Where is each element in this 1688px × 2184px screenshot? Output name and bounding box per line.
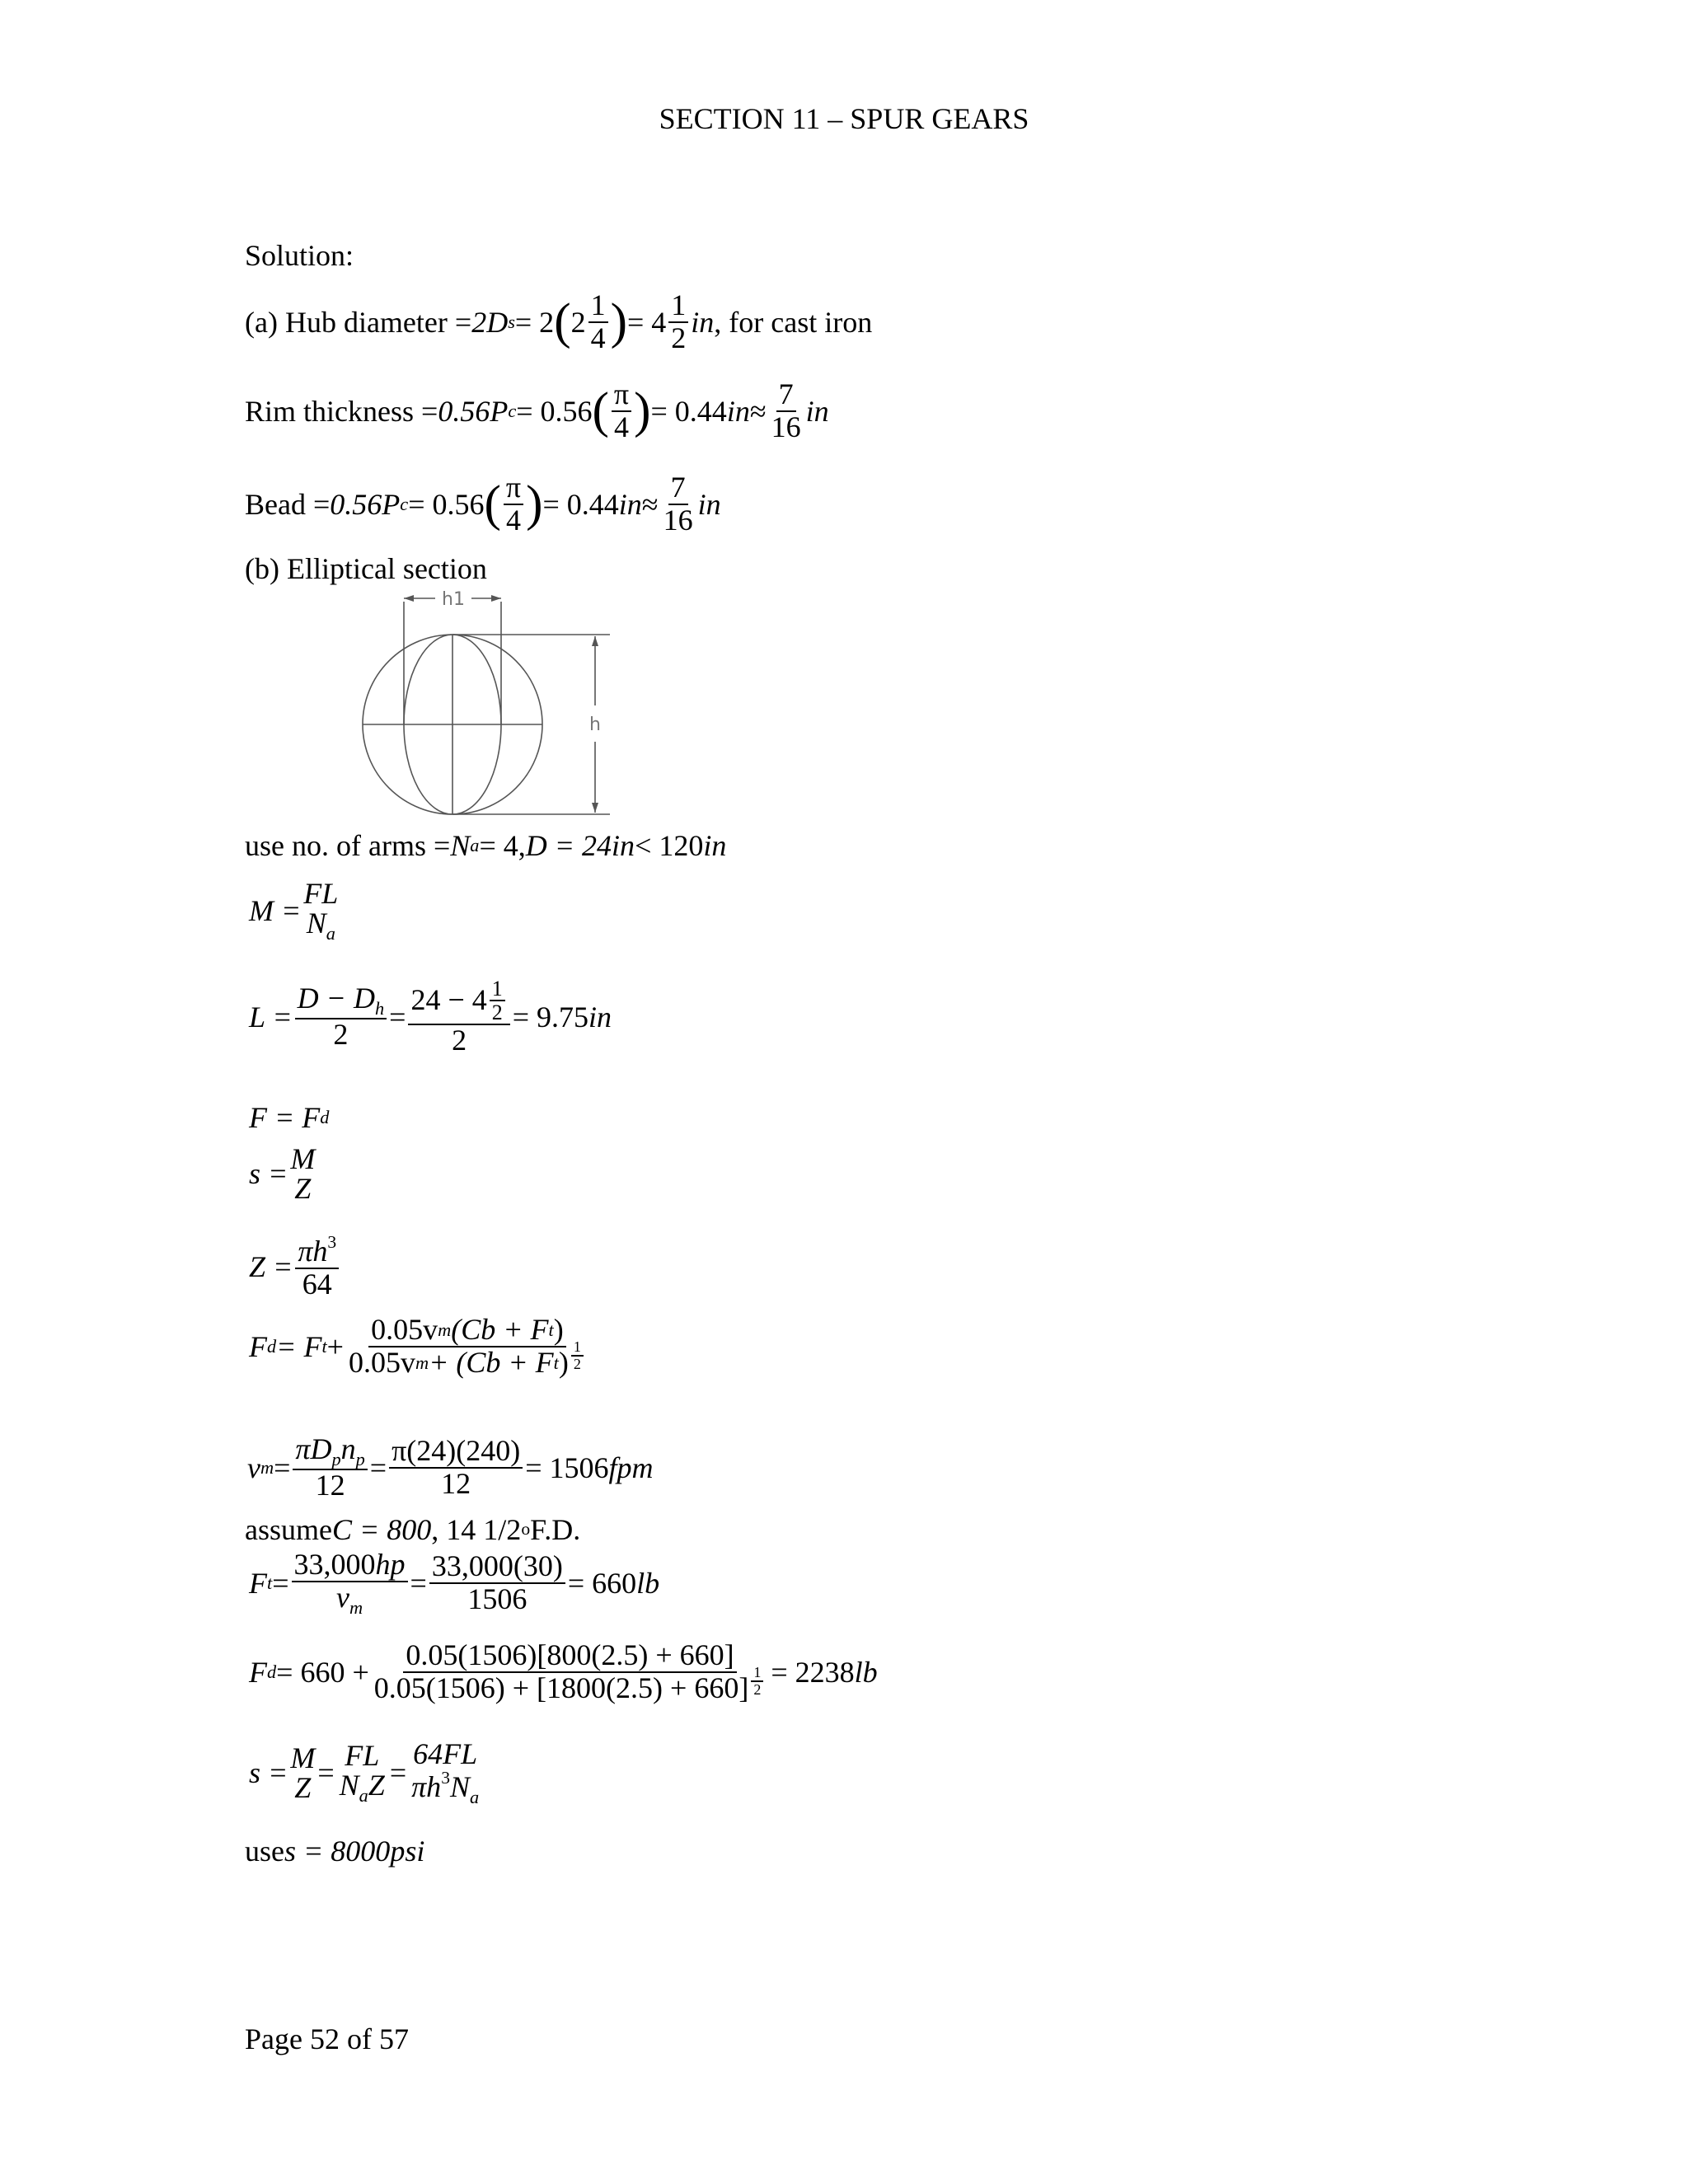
moment-fraction: FL $N_a$ (303, 877, 339, 944)
rim-result-fraction: $\frac{7}{16}$ (771, 377, 801, 443)
transmitted-load-fraction-2: $\frac{33,000(30)}{1506}$ (429, 1551, 565, 1615)
transmitted-load-equation: F t = $\frac{33,000hp}{v_m}$ = $\frac{33,000(30)}{1506}$ = 660 lb (249, 1548, 660, 1618)
hub-fraction: 1 4 (588, 290, 608, 354)
page-header (0, 104, 1688, 134)
bead-pi-fraction: π 4 (504, 472, 523, 537)
moment-equation: M = FL $N_a$ (249, 877, 339, 944)
dim-label-h1: h1 (442, 589, 465, 610)
section-modulus-fraction: $\frac{\pi h^3}{64}$ (295, 1233, 339, 1301)
length-fraction-2: 24 − 4 1 2 2 (408, 977, 509, 1057)
stress-equation: s = M Z (249, 1142, 316, 1205)
stress-expansion-equation: s = M Z = FL $N_aZ$ = 64FL $\pi h^3N_a$ (249, 1737, 480, 1807)
stress-fraction: M Z (290, 1142, 316, 1205)
velocity-fraction-1: $\pi D_pn_p$ 12 (293, 1434, 367, 1502)
length-fraction-1: $\frac{D - D_h}{2}$ (295, 983, 387, 1051)
section-modulus-equation: Z = $\frac{\pi h^3}{64}$ (249, 1233, 341, 1301)
allowable-stress-statement: use s = 8000 psi (245, 1835, 425, 1868)
dynamic-load-equation: F d = F t + 0.05v m (Cb + F t ) 0.05v m + (Cb + F t ) 1 2 (249, 1315, 591, 1379)
rim-pi-fraction: π 4 (612, 379, 631, 443)
page-number: Page 52 of 57 (245, 2022, 409, 2055)
dynamic-load-calculation: F d = 660 + 0.05(1506)[800(2.5) + 660] 0.05(1506) + [1800(2.5) + 660] 1 2 = 2238 lb (249, 1638, 878, 1704)
velocity-fraction-2: $\frac{\pi(24)(240)}{12}$ (389, 1436, 523, 1500)
length-equation: L = $\frac{D - D_h}{2}$ = 24 − 4 1 2 2 = 9.75 in (249, 977, 612, 1057)
pitch-line-velocity-equation: v m = $\pi D_pn_p$ 12 = $\frac{\pi(24)(240)}{12}$ = 1506 fpm (247, 1432, 654, 1502)
bead-result-fraction: $\frac{7}{16}$ (663, 471, 693, 537)
solution-label: Solution: (245, 239, 354, 272)
elliptical-section-label: (b) Elliptical section (245, 552, 487, 585)
transmitted-load-fraction-1: $\frac{33,000hp}{v_m}$ (292, 1549, 408, 1617)
assumption-statement: assume C = 800 , 14 1/2 o F.D. (245, 1513, 581, 1546)
elliptical-section-diagram (346, 577, 626, 841)
force-equation: F = F d (249, 1101, 330, 1134)
arms-statement: use no. of arms = N a = 4, D = 24 in < 120 in (245, 829, 727, 862)
section-title: SECTION 11 – SPUR GEARS (659, 102, 1029, 135)
hub-diameter-equation: (a) Hub diameter = 2D s = 2 ( 2 1 4 ) = 4 1 2 in , for cast iron (245, 288, 873, 354)
dynamic-load-calc-fraction: 0.05(1506)[800(2.5) + 660] 0.05(1506) + [1800(2.5) + 660] 1 2 (372, 1640, 769, 1704)
dynamic-load-fraction: 0.05v m (Cb + F t ) 0.05v m + (Cb + F t ) 1 2 (346, 1315, 588, 1379)
dim-label-h: h (589, 715, 601, 735)
hub-result-fraction: 1 2 (668, 290, 688, 354)
rim-thickness-equation: Rim thickness = 0.56P c = 0.56 ( π 4 ) = 0.44 in ≈ $\frac{7}{16}$ in (245, 377, 829, 443)
bead-equation: Bead = 0.56P c = 0.56 ( π 4 ) = 0.44 in ≈ $\frac{7}{16}$ in (245, 471, 721, 537)
